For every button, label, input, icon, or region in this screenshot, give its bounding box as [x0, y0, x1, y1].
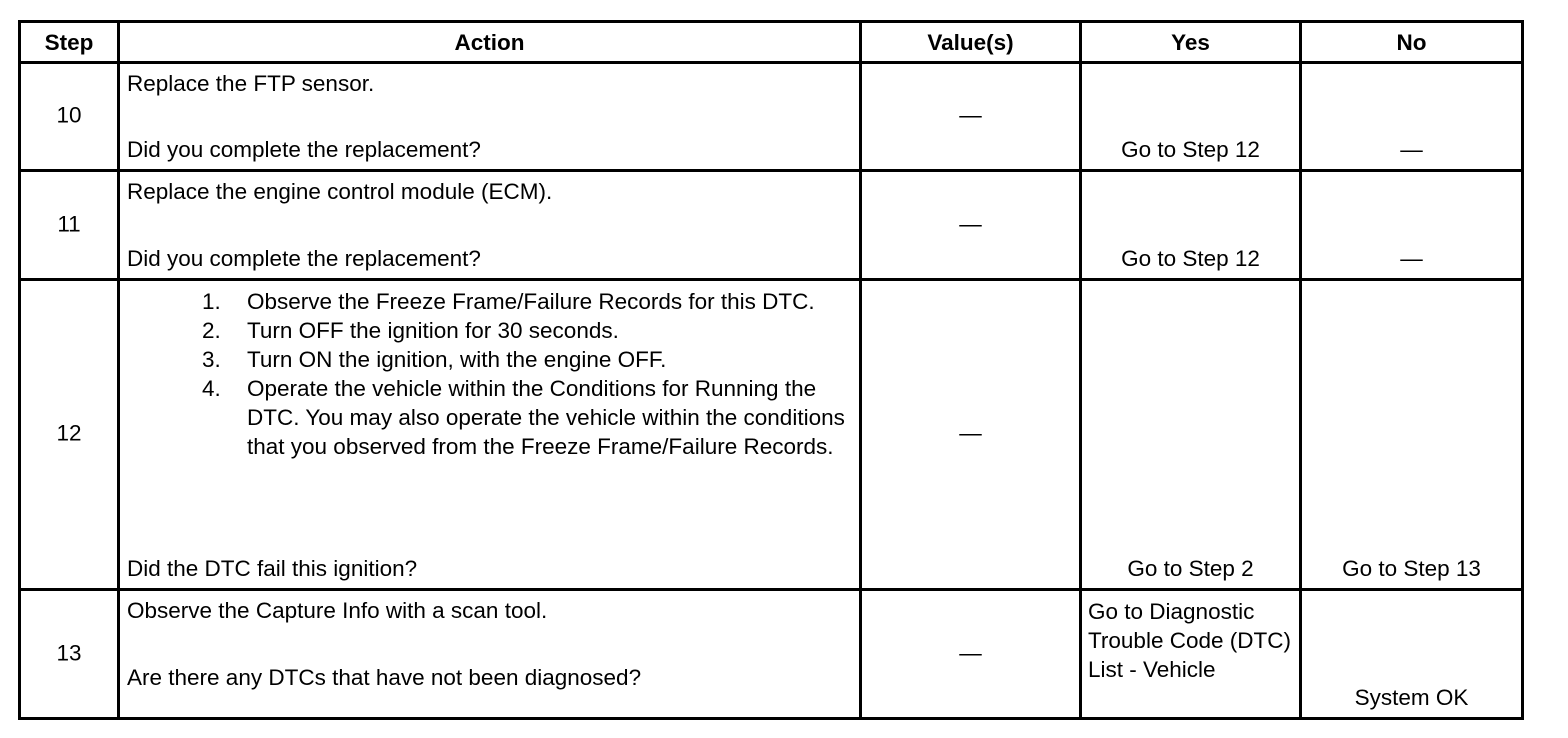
action-question: Did you complete the replacement? [127, 246, 481, 271]
table-row [20, 280, 1523, 590]
diagnostic-table [18, 20, 1524, 720]
header-yes: Yes [1081, 22, 1301, 63]
header-row [20, 22, 1523, 63]
table-row [20, 590, 1523, 719]
step-number: 11 [57, 211, 81, 236]
no-text: — [1400, 246, 1423, 271]
step-number: 10 [56, 102, 82, 128]
yes-link[interactable]: Go to Step 12 [1121, 137, 1260, 162]
list-item: 3. Turn ON the ignition, with the engine OFF. [227, 345, 853, 374]
no-text: System OK [1354, 685, 1469, 710]
list-item: 1. Observe the Freeze Frame/Failure Records for this DTC. [227, 287, 853, 316]
yes-link[interactable]: Go to Step 2 [1127, 556, 1254, 581]
header-action: Action [119, 22, 861, 63]
action-question: Did you complete the replacement? [127, 137, 481, 162]
no-link[interactable]: Go to Step 13 [1342, 556, 1481, 581]
no-text: — [1400, 137, 1423, 162]
action-question: Did the DTC fail this ignition? [127, 556, 418, 581]
header-values: Value(s) [861, 22, 1081, 63]
value-text: — [959, 211, 982, 236]
list-item: 2. Turn OFF the ignition for 30 seconds. [227, 316, 853, 345]
yes-link[interactable]: Go to Diagnostic Trouble Code (DTC) List - Vehicle [1088, 599, 1291, 682]
value-text: — [959, 420, 982, 446]
value-text: — [959, 102, 982, 128]
table-row [20, 63, 1523, 171]
step-number: 12 [56, 420, 82, 446]
table-row [20, 171, 1523, 280]
action-text: Observe the Capture Info with a scan tool. [127, 598, 548, 623]
value-text: — [959, 640, 982, 665]
action-text: Replace the engine control module (ECM). [127, 179, 553, 204]
action-question: Are there any DTCs that have not been diagnosed? [127, 665, 642, 690]
step-number: 13 [56, 640, 82, 665]
action-text: Replace the FTP sensor. [127, 71, 375, 96]
header-step: Step [20, 22, 119, 63]
yes-link[interactable]: Go to Step 12 [1121, 246, 1260, 271]
header-no: No [1301, 22, 1523, 63]
action-steps-list [127, 287, 853, 461]
list-item: 4. Operate the vehicle within the Conditions for Running the DTC. You may also operate the vehicle within the conditions that you observed from the Freeze Frame/Failure Records. [227, 374, 853, 461]
